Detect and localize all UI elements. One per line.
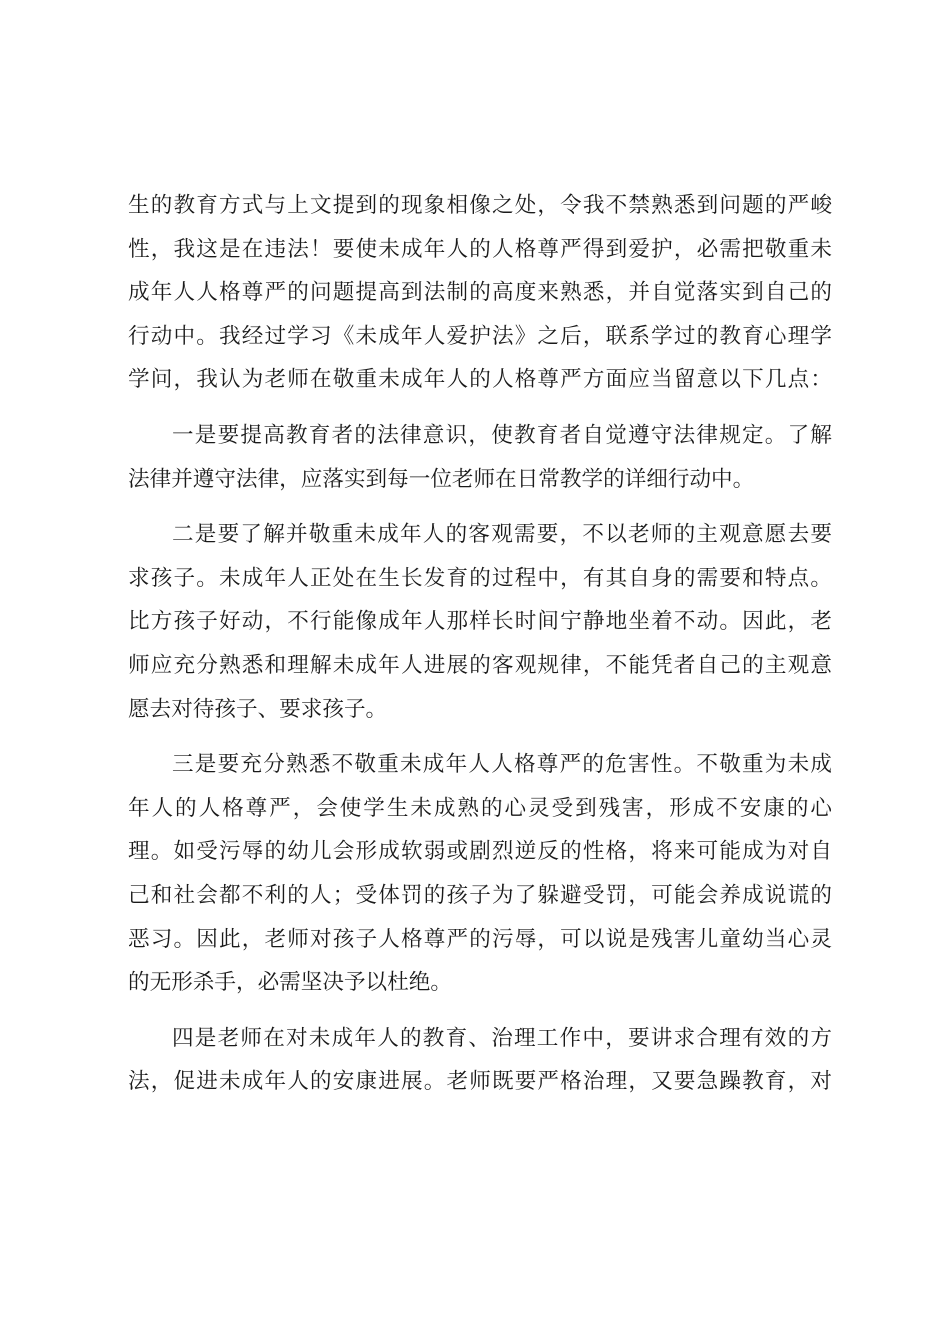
text-line: 年人的人格尊严，会使学生未成熟的心灵受到残害，形成不安康的心 — [128, 795, 832, 821]
text-line: 的无形杀手，必需坚决予以杜绝。 — [128, 970, 452, 996]
text-line: 师应充分熟悉和理解未成年人进展的客观规律，不能凭者自己的主观意 — [128, 652, 832, 678]
text-line: 法，促进未成年人的安康进展。老师既要严格治理，又要急躁教育，对 — [128, 1069, 832, 1095]
text-line: 行动中。我经过学习《未成年人爱护法》之后，联系学过的教育心理学 — [128, 323, 832, 349]
text-line: 求孩子。未成年人正处在生长发育的过程中，有其自身的需要和特点。 — [128, 565, 832, 591]
text-line: 成年人人格尊严的问题提高到法制的高度来熟悉，并自觉落实到自己的 — [128, 280, 832, 306]
paragraph — [128, 513, 832, 731]
document-body — [128, 184, 832, 1104]
text-line: 己和社会都不利的人；受体罚的孩子为了躲避受罚，可能会养成说谎的 — [128, 882, 832, 908]
text-line: 一是要提高教育者的法律意识，使教育者自觉遵守法律规定。了解 — [172, 422, 832, 448]
text-line: 理。如受污辱的幼儿会形成软弱或剧烈逆反的性格，将来可能成为对自 — [128, 839, 832, 865]
text-line: 学问，我认为老师在敬重未成年人的人格尊严方面应当留意以下几点： — [128, 367, 832, 393]
text-line: 三是要充分熟悉不敬重未成年人人格尊严的危害性。不敬重为未成 — [172, 752, 832, 778]
paragraph — [128, 414, 832, 501]
paragraph — [128, 743, 832, 1005]
text-line: 恶习。因此，老师对孩子人格尊严的污辱，可以说是残害儿童幼当心灵 — [128, 926, 832, 952]
text-line: 二是要了解并敬重未成年人的客观需要，不以老师的主观意愿去要 — [172, 522, 832, 548]
text-line: 四是老师在对未成年人的教育、治理工作中，要讲求合理有效的方 — [172, 1025, 832, 1051]
paragraph — [128, 1017, 832, 1104]
text-line: 性，我这是在违法！要使未成年人的人格尊严得到爱护，必需把敬重未 — [128, 236, 832, 262]
text-line: 法律并遵守法律，应落实到每一位老师在日常教学的详细行动中。 — [128, 466, 755, 492]
paragraph — [128, 184, 832, 402]
text-line: 比方孩子好动，不行能像成年人那样长时间宁静地坐着不动。因此，老 — [128, 609, 832, 635]
text-line: 愿去对待孩子、要求孩子。 — [128, 696, 388, 722]
text-line: 生的教育方式与上文提到的现象相像之处，令我不禁熟悉到问题的严峻 — [128, 193, 832, 218]
